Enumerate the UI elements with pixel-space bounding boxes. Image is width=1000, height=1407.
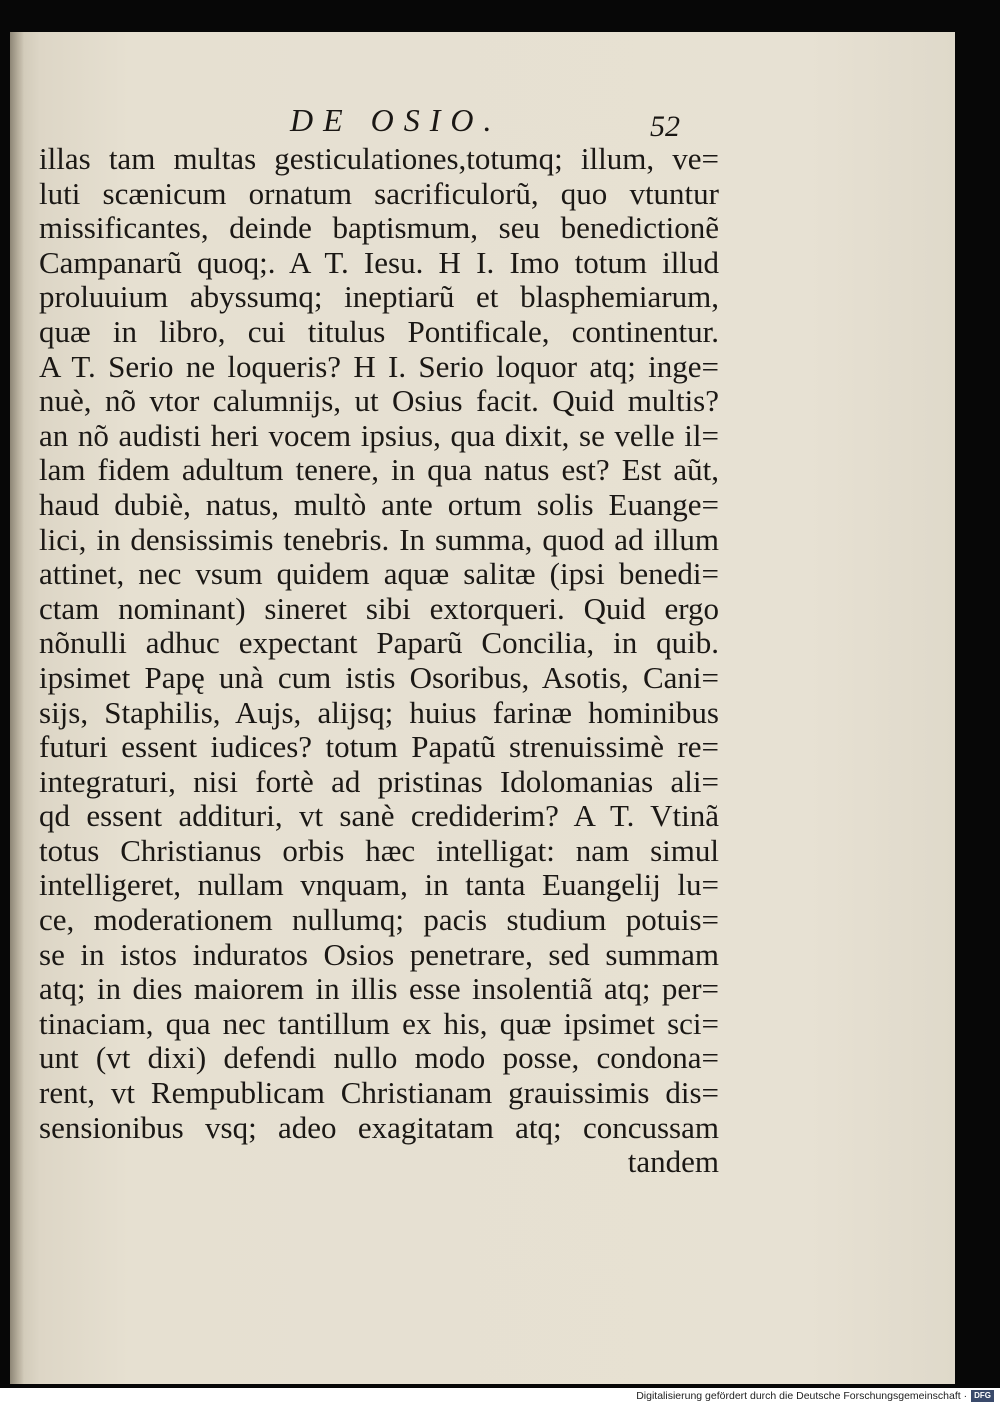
- text-line: lici, in densissimis tenebris. In summa, quod ad illum: [39, 521, 719, 557]
- text-line: se in istos induratos Osios penetrare, sed summam: [39, 936, 719, 972]
- text-line: nuè, nõ vtor calumnijs, ut Osius facit. Quid multis?: [39, 383, 719, 419]
- text-line: lam fidem adultum tenere, in qua natus est? Est aũt,: [39, 452, 719, 488]
- text-line: sensionibus vsq; adeo exagitatam atq; concussam: [39, 1109, 719, 1145]
- text-line: ctam nominant) sineret sibi extorqueri. Quid ergo: [39, 590, 719, 626]
- text-line: rent, vt Rempublicam Christianam grauissimis dis=: [39, 1075, 719, 1111]
- text-line: unt (vt dixi) defendi nullo modo posse, condona=: [39, 1040, 719, 1076]
- text-line: luti scænicum ornatum sacrificulorũ, quo vtuntur: [39, 175, 719, 211]
- text-line: missificantes, deinde baptismum, seu benedictionẽ: [39, 210, 719, 246]
- text-line: attinet, nec vsum quidem aquæ salitæ (ipsi benedi=: [39, 556, 719, 592]
- text-line: sijs, Staphilis, Aujs, alijsq; huius farinæ hominibus: [39, 694, 719, 730]
- text-line: Campanarũ quoq;. A T. Iesu. H I. Imo totum illud: [39, 244, 719, 280]
- catchword: tandem: [627, 1144, 719, 1180]
- text-line: quæ in libro, cui titulus Pontificale, continentur.: [39, 313, 719, 349]
- text-line: haud dubiè, natus, multò ante ortum solis Euange=: [39, 486, 719, 522]
- page-gutter-shadow: [10, 32, 24, 1384]
- text-line: illas tam multas gesticulationes,totumq; illum, ve=: [39, 141, 719, 176]
- running-head: DE OSIO.: [290, 102, 502, 138]
- text-line: intelligeret, nullam vnquam, in tanta Euangelij lu=: [39, 867, 719, 903]
- text-line: proluuium abyssumq; ineptiarũ et blasphemiarum,: [39, 279, 719, 315]
- book-page: [10, 32, 955, 1384]
- text-line: ce, moderationem nullumq; pacis studium potuis=: [39, 902, 719, 938]
- text-line: qd essent addituri, vt sanè crediderim? A T. Vtinã: [39, 798, 719, 834]
- text-line: tinaciam, qua nec tantillum ex his, quæ ipsimet sci=: [39, 1005, 719, 1041]
- dfg-credit-bar: [0, 1388, 1000, 1405]
- text-line: nõnulli adhuc expectant Paparũ Concilia, in quib.: [39, 625, 719, 661]
- text-line: futuri essent iudices? totum Papatũ strenuissimè re=: [39, 729, 719, 765]
- text-line: atq; in dies maiorem in illis esse insolentiã atq; per=: [39, 971, 719, 1007]
- text-line: integraturi, nisi fortè ad pristinas Idolomanias ali=: [39, 763, 719, 799]
- body-text: [39, 142, 719, 1180]
- dfg-credit-text: Digitalisierung gefördert durch die Deutsche Forschungsgemeinschaft ·: [636, 1390, 968, 1402]
- text-line: A T. Serio ne loqueris? H I. Serio loquor atq; inge=: [39, 348, 719, 384]
- text-line: an nõ audisti heri vocem ipsius, qua dixit, se velle il=: [39, 417, 719, 453]
- dfg-logo-icon: DFG: [971, 1390, 994, 1402]
- text-line: ipsimet Papę unà cum istis Osoribus, Asotis, Cani=: [39, 659, 719, 695]
- text-line: totus Christianus orbis hæc intelligat: nam simul: [39, 832, 719, 868]
- page-number: 52: [650, 110, 680, 143]
